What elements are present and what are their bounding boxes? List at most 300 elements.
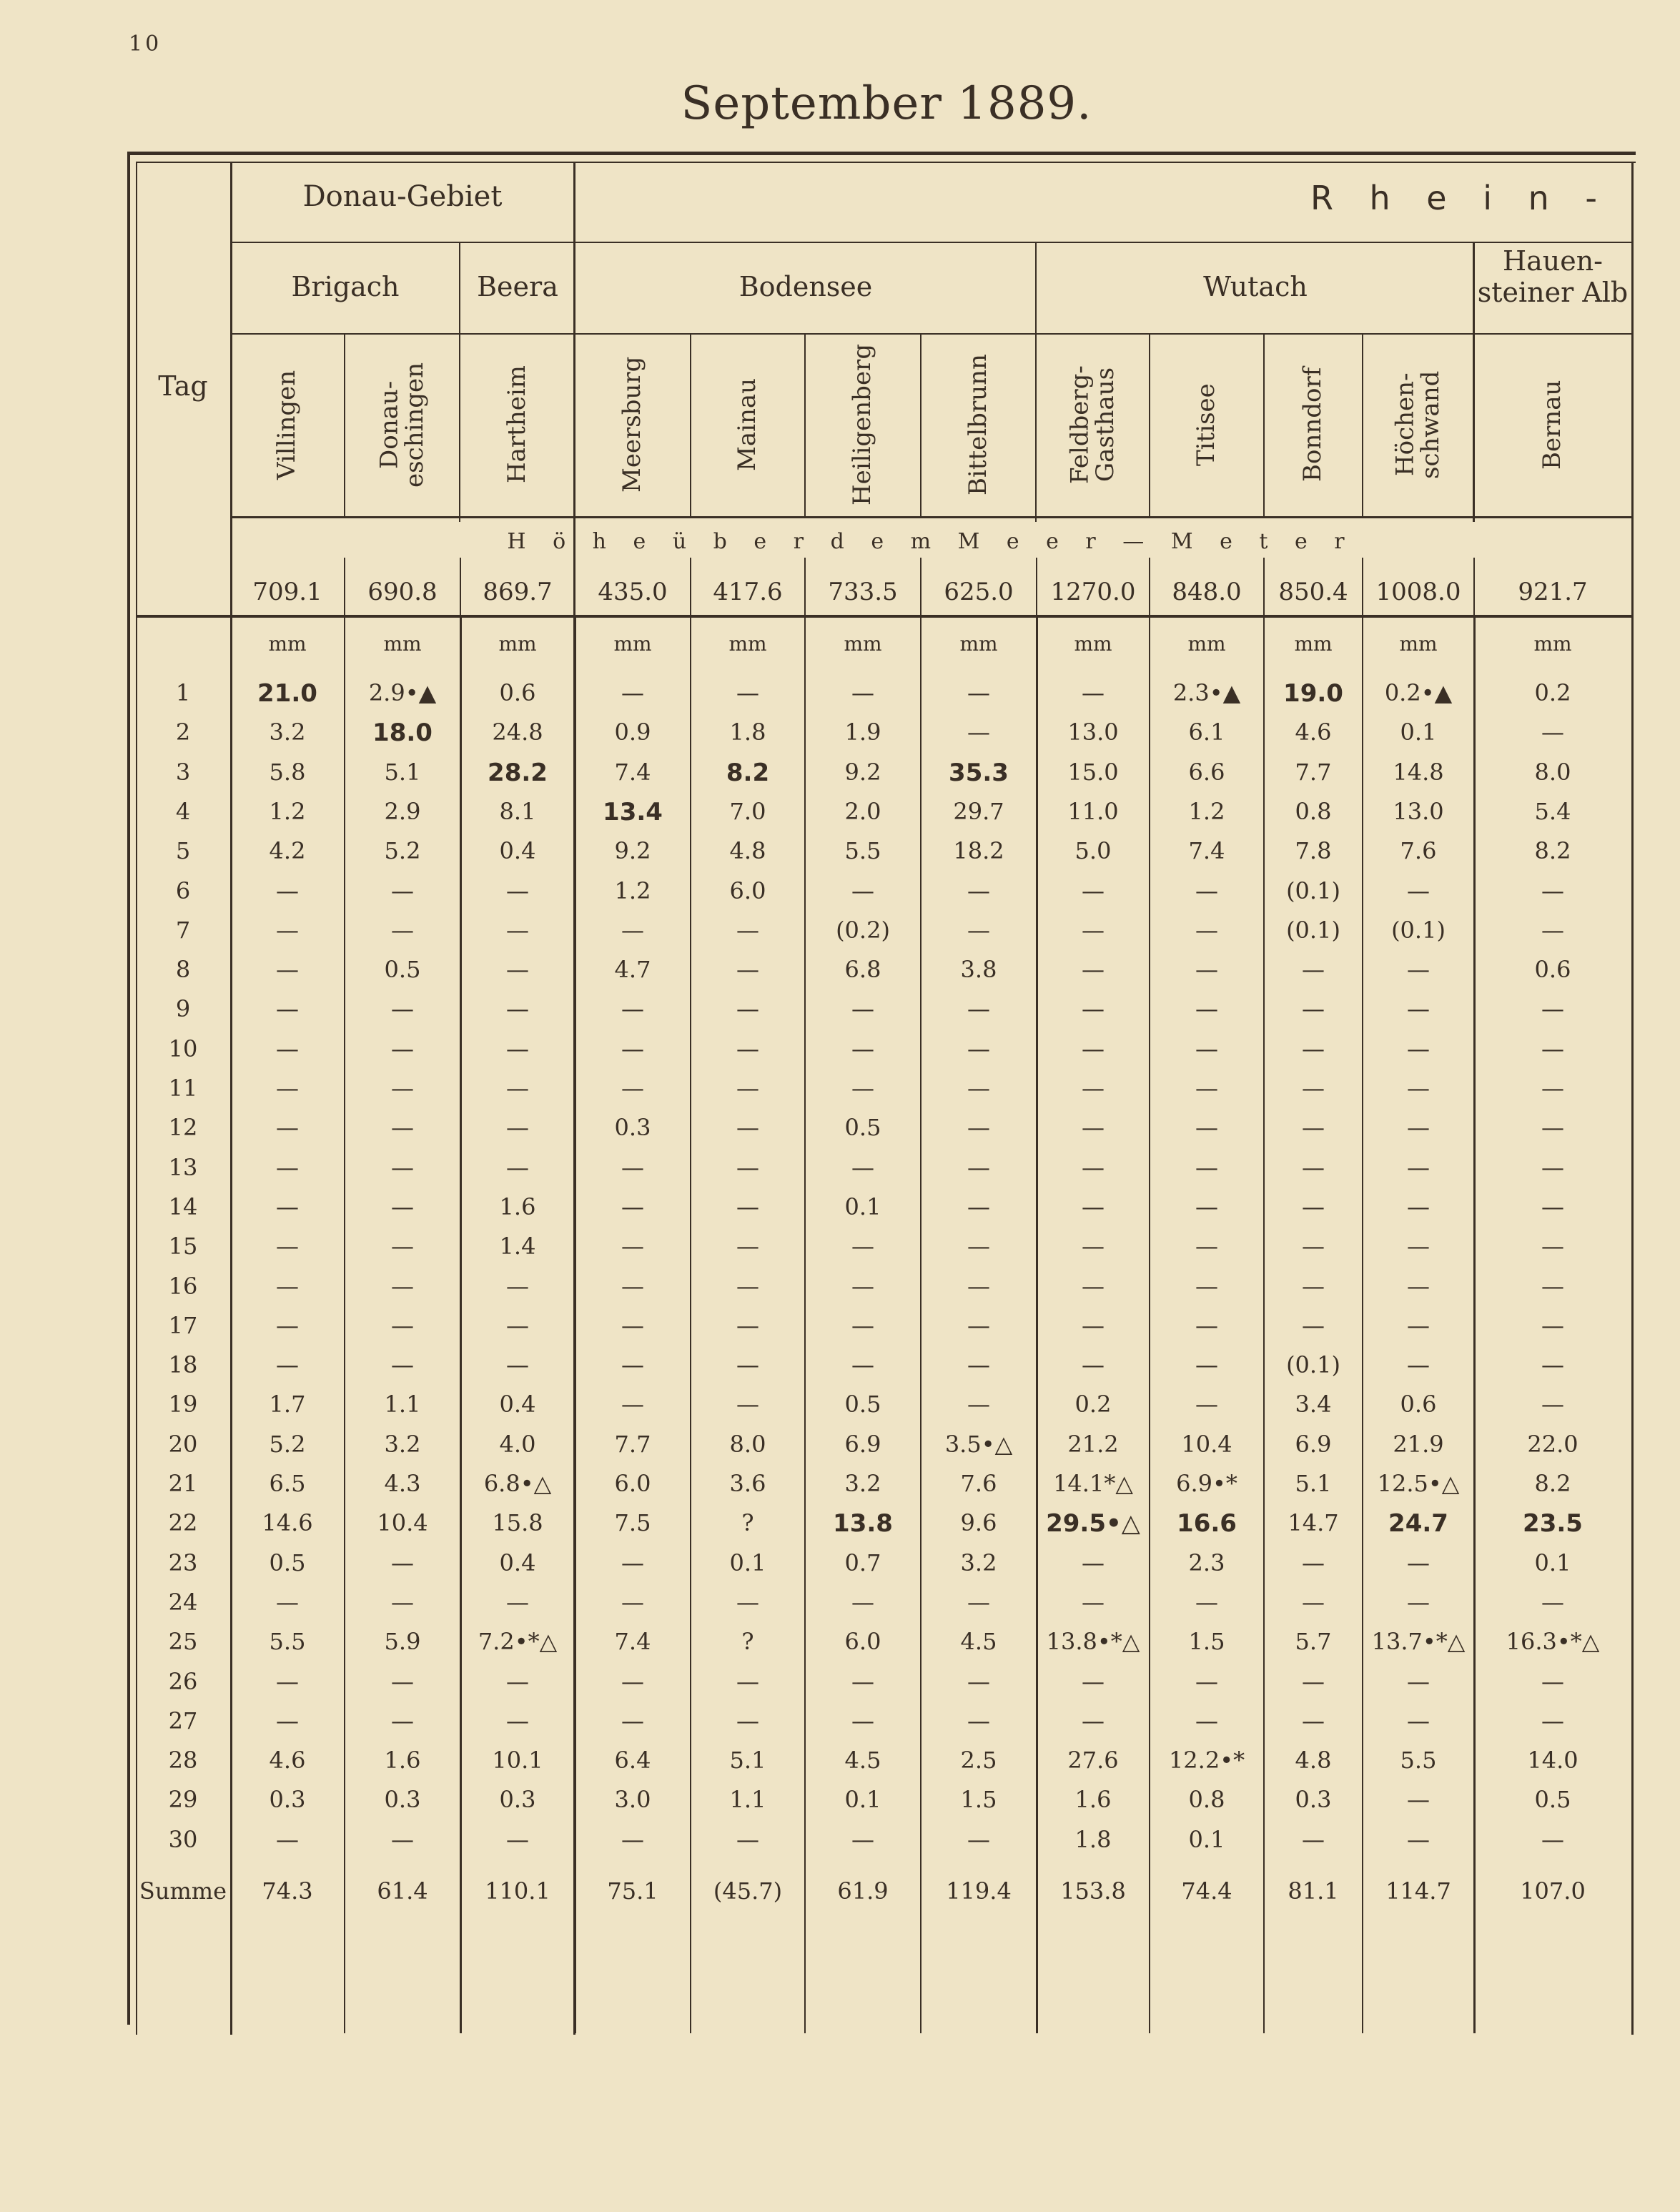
data-cell: — [1541,877,1564,904]
data-cell: — [621,1272,644,1300]
station-name-2: Hartheim [503,365,532,484]
data-cell: 16.6 [1177,1509,1237,1539]
data-cell: — [391,995,414,1023]
data-cell: — [736,1233,759,1260]
data-cell: — [391,1825,414,1853]
data-cell: — [621,1588,644,1616]
data-cell: 0.2•▲ [1384,679,1453,706]
data-cell: — [1195,1667,1218,1695]
data-cell: 7.8 [1295,837,1332,865]
unit-label-7: mm [1074,632,1112,656]
data-cell: 4.5 [960,1628,997,1656]
total-cell-10: 114.7 [1385,1877,1451,1905]
data-cell: 27.6 [1067,1747,1119,1774]
data-cell: 10.4 [1181,1430,1232,1458]
data-cell: 2.3•▲ [1172,679,1241,706]
data-cell: — [1082,1114,1105,1142]
data-cell: 0.4 [499,837,536,865]
day-label: 8 [175,956,191,984]
day-label: 25 [168,1628,198,1656]
station-name-0: Villingen [272,370,302,480]
data-cell: 7.6 [1400,837,1437,865]
data-cell: — [391,1311,414,1339]
day-label: 20 [168,1430,198,1458]
data-cell: 12.2•* [1168,1747,1245,1774]
day-label: 28 [168,1747,198,1774]
data-cell: — [736,1825,759,1853]
data-cell: — [967,1233,990,1260]
data-cell: 6.6 [1188,758,1225,786]
data-cell: — [736,1153,759,1181]
data-cell: — [1195,916,1218,944]
elevation-value-0: 709.1 [252,578,322,606]
data-cell: — [1407,1786,1430,1814]
data-cell: — [1195,1588,1218,1616]
data-cell: — [1195,1707,1218,1734]
station-name-5: Heiligenberg [848,343,877,506]
data-cell: — [851,1667,874,1695]
data-cell: 0.2 [1534,679,1571,706]
data-cell: — [1195,1035,1218,1062]
table-top-border [127,152,1636,155]
unit-label-4: mm [728,632,767,656]
unit-label-8: mm [1187,632,1226,656]
data-cell: — [276,1075,299,1102]
data-cell: — [276,1311,299,1339]
data-cell: — [506,1825,529,1853]
day-label: 27 [168,1707,198,1734]
data-cell: — [1541,1825,1564,1853]
data-cell: — [1195,1193,1218,1220]
data-cell: 3.2 [269,719,306,746]
data-cell: 0.5 [384,956,421,984]
group-label-4: Hauen- steiner Alb [1477,245,1629,308]
elevation-value-2: 869.7 [483,578,553,606]
data-cell: — [1407,1233,1430,1260]
data-cell: — [391,1075,414,1102]
data-cell: — [276,1114,299,1142]
data-cell: 7.2•*△ [478,1628,558,1656]
station-name-1: Donau- eschingen [375,362,429,488]
data-cell: — [967,679,990,706]
data-cell: — [621,1549,644,1576]
data-cell: — [276,1707,299,1734]
data-cell: — [1302,1825,1325,1853]
day-label: 15 [168,1233,198,1260]
data-cell: (0.2) [836,916,890,944]
data-cell: — [1541,1391,1564,1418]
data-cell: — [1541,916,1564,944]
data-cell: 1.6 [1074,1786,1112,1814]
day-label: 7 [175,916,191,944]
data-cell: 1.2 [1188,797,1225,825]
data-cell: 10.1 [492,1747,543,1774]
data-cell: 7.7 [614,1430,651,1458]
data-cell: 6.8 [844,956,881,984]
data-cell: — [506,1707,529,1734]
day-label: 9 [175,995,191,1023]
data-cell: — [736,1351,759,1379]
data-cell: 4.2 [269,837,306,865]
data-cell: 0.4 [499,1391,536,1418]
data-cell: — [621,1311,644,1339]
data-cell: — [1541,1707,1564,1734]
data-cell: — [621,916,644,944]
data-cell: — [967,1351,990,1379]
data-cell: 0.5 [844,1114,881,1142]
data-cell: 5.0 [1074,837,1112,865]
data-cell: — [391,1153,414,1181]
data-cell: — [1082,916,1105,944]
day-label: 3 [175,758,191,786]
data-cell: — [851,1707,874,1734]
data-cell: — [851,1233,874,1260]
data-cell: — [621,1825,644,1853]
data-cell: 0.6 [499,679,536,706]
data-cell: — [391,1549,414,1576]
data-cell: 14.7 [1288,1509,1339,1537]
data-cell: — [506,956,529,984]
data-cell: 2.5 [960,1747,997,1774]
data-cell: (0.1) [1286,1351,1340,1379]
data-cell: — [1082,1233,1105,1260]
data-cell: — [391,916,414,944]
data-cell: — [736,1588,759,1616]
total-cell-5: 61.9 [837,1877,889,1905]
day-label: 29 [168,1786,198,1814]
day-label: 30 [168,1825,198,1853]
data-cell: 6.0 [729,877,766,904]
data-cell: 1.1 [384,1391,421,1418]
unit-label-1: mm [383,632,422,656]
total-cell-6: 119.4 [946,1877,1012,1905]
data-cell: — [1195,877,1218,904]
data-cell: 0.2 [1074,1391,1112,1418]
data-cell: — [621,1233,644,1260]
data-cell: — [1082,1351,1105,1379]
data-cell: 9.2 [844,758,881,786]
data-cell: 0.3 [269,1786,306,1814]
data-cell: — [1302,995,1325,1023]
data-cell: — [1082,1075,1105,1102]
data-cell: — [967,1825,990,1853]
total-cell-4: (45.7) [713,1877,783,1905]
day-label: 23 [168,1549,198,1576]
data-cell: — [391,1114,414,1142]
data-cell: — [621,1707,644,1734]
data-cell: — [276,1035,299,1062]
unit-label-10: mm [1399,632,1438,656]
data-cell: 6.9•* [1176,1470,1237,1497]
data-cell: 3.4 [1295,1391,1332,1418]
data-cell: 4.8 [1295,1747,1332,1774]
data-cell: 6.4 [614,1747,651,1774]
data-cell: — [1541,1153,1564,1181]
data-cell: 1.9 [844,719,881,746]
data-cell: — [851,1075,874,1102]
data-cell: — [1302,1233,1325,1260]
data-cell: — [506,1153,529,1181]
day-label: 24 [168,1588,198,1616]
unit-label-11: mm [1533,632,1572,656]
data-cell: 6.5 [269,1470,306,1497]
data-cell: 29.5•△ [1046,1509,1140,1539]
data-cell: — [1541,1588,1564,1616]
data-cell: 7.4 [614,758,651,786]
data-cell: 0.1 [844,1786,881,1814]
data-cell: 5.1 [729,1747,766,1774]
data-cell: — [1195,1391,1218,1418]
data-cell: — [1082,679,1105,706]
data-cell: 7.6 [960,1470,997,1497]
data-cell: — [1302,1667,1325,1695]
data-cell: 24.7 [1388,1509,1448,1539]
data-cell: 4.6 [1295,719,1332,746]
data-cell: 2.3 [1188,1549,1225,1576]
data-cell: 21.0 [257,679,317,708]
data-cell: — [621,1075,644,1102]
data-cell: — [736,1707,759,1734]
data-cell: — [967,1114,990,1142]
data-cell: — [1407,1035,1430,1062]
data-cell: 5.5 [1400,1747,1437,1774]
data-cell: 21.2 [1067,1430,1119,1458]
data-cell: — [1195,1311,1218,1339]
data-cell: — [276,1272,299,1300]
data-cell: — [621,995,644,1023]
elevation-value-3: 435.0 [598,578,668,606]
data-cell: 1.8 [729,719,766,746]
data-cell: — [391,1193,414,1220]
data-cell: — [851,995,874,1023]
data-cell: 0.5 [844,1391,881,1418]
data-cell: — [736,1667,759,1695]
elevation-value-5: 733.5 [828,578,898,606]
data-cell: — [1541,1193,1564,1220]
data-cell: 18.2 [953,837,1004,865]
data-cell: — [1195,995,1218,1023]
day-label: 14 [168,1193,198,1220]
data-cell: — [1407,1272,1430,1300]
data-cell: — [1082,1035,1105,1062]
data-cell: — [1082,877,1105,904]
data-cell: 19.0 [1283,679,1343,708]
data-cell: — [1082,1707,1105,1734]
total-cell-8: 74.4 [1181,1877,1232,1905]
data-cell: — [621,1035,644,1062]
data-cell: 15.8 [492,1509,543,1537]
data-cell: — [506,1667,529,1695]
data-cell: 6.8•△ [483,1470,552,1497]
data-cell: — [621,1351,644,1379]
data-cell: — [1302,1549,1325,1576]
data-cell: 5.4 [1534,797,1571,825]
data-cell: — [276,1193,299,1220]
data-cell: — [1082,1153,1105,1181]
day-label: 13 [168,1153,198,1181]
data-cell: — [621,1153,644,1181]
data-cell: — [967,1075,990,1102]
data-cell: 7.4 [1188,837,1225,865]
data-cell: — [1407,1114,1430,1142]
data-cell: 5.7 [1295,1628,1332,1656]
day-label: 17 [168,1311,198,1339]
data-cell: 0.3 [614,1114,651,1142]
day-label: 10 [168,1035,198,1062]
data-cell: 1.5 [1188,1628,1225,1656]
station-name-4: Mainau [733,377,762,472]
data-cell: — [276,1351,299,1379]
data-cell: — [736,956,759,984]
data-cell: — [967,1707,990,1734]
data-cell: 8.2 [726,758,770,787]
data-cell: — [1407,1351,1430,1379]
data-cell: 1.6 [384,1747,421,1774]
data-cell: 8.1 [499,797,536,825]
data-cell: — [736,995,759,1023]
data-cell: (0.1) [1286,877,1340,904]
data-cell: 13.7•*△ [1371,1628,1466,1656]
data-cell: 0.8 [1188,1786,1225,1814]
data-cell: — [736,1311,759,1339]
data-cell: 3.2 [960,1549,997,1576]
day-label: 22 [168,1509,198,1537]
data-cell: 14.8 [1393,758,1444,786]
data-cell: — [967,995,990,1023]
data-cell: — [1302,1272,1325,1300]
data-cell: — [967,719,990,746]
data-cell: — [276,1667,299,1695]
data-cell: — [1541,1311,1564,1339]
day-label: 1 [175,679,191,706]
data-cell: — [621,1193,644,1220]
data-cell: — [276,995,299,1023]
data-cell: — [1302,1114,1325,1142]
data-cell: — [276,956,299,984]
data-cell: — [851,877,874,904]
data-cell: (0.1) [1286,916,1340,944]
elevation-caption: H ö h e ü b e r d e m M e e r — M e t e r [507,529,1355,554]
data-cell: 6.0 [844,1628,881,1656]
day-label: 21 [168,1470,198,1497]
day-label: 12 [168,1114,198,1142]
data-cell: — [1541,1114,1564,1142]
table-top-inner [136,162,1636,163]
data-cell: — [1407,1667,1430,1695]
data-cell: — [1541,1667,1564,1695]
data-cell: — [736,1075,759,1102]
data-cell: — [851,1588,874,1616]
group-label-2: Bodensee [738,271,873,302]
data-cell: — [1407,1311,1430,1339]
data-cell: 0.7 [844,1549,881,1576]
day-label: 11 [168,1075,198,1102]
total-cell-11: 107.0 [1520,1877,1586,1905]
data-cell: — [1195,1272,1218,1300]
data-cell: — [1302,1311,1325,1339]
data-cell: — [276,1825,299,1853]
unit-label-6: mm [959,632,998,656]
data-cell: — [1407,995,1430,1023]
data-cell: 0.3 [499,1786,536,1814]
data-cell: 18.0 [372,719,433,748]
data-cell: — [736,1391,759,1418]
data-cell: 0.3 [384,1786,421,1814]
data-cell: 3.2 [844,1470,881,1497]
data-cell: — [506,916,529,944]
data-cell: — [1302,956,1325,984]
data-cell: 2.9•▲ [368,679,437,706]
data-cell: 3.8 [960,956,997,984]
data-cell: — [1195,1233,1218,1260]
data-cell: — [276,1233,299,1260]
data-cell: 21.9 [1393,1430,1444,1458]
data-cell: 13.4 [603,797,663,826]
data-cell: 4.7 [614,956,651,984]
data-cell: 0.6 [1400,1391,1437,1418]
data-cell: 10.4 [377,1509,428,1537]
data-cell: — [1541,1035,1564,1062]
data-cell: 9.2 [614,837,651,865]
data-cell: 3.5•△ [944,1430,1013,1458]
data-cell: — [851,1153,874,1181]
data-cell: 3.6 [729,1470,766,1497]
data-cell: 8.0 [729,1430,766,1458]
data-cell: 0.1 [844,1193,881,1220]
data-cell: 0.3 [1295,1786,1332,1814]
unit-label-3: mm [613,632,652,656]
data-cell: — [276,877,299,904]
data-cell: — [1082,1549,1105,1576]
table-left-border [127,152,130,2025]
data-cell: — [391,877,414,904]
data-cell: — [506,1272,529,1300]
data-cell: 11.0 [1067,797,1119,825]
elevation-value-7: 1270.0 [1050,578,1136,606]
data-cell: 5.5 [844,837,881,865]
data-cell: — [621,1391,644,1418]
data-cell: 0.1 [1534,1549,1571,1576]
elevation-value-8: 848.0 [1172,578,1242,606]
day-label: 18 [168,1351,198,1379]
data-cell: — [736,916,759,944]
data-cell: — [1541,1351,1564,1379]
data-cell: 12.5•△ [1377,1470,1460,1497]
data-cell: 8.2 [1534,837,1571,865]
data-cell: 8.0 [1534,758,1571,786]
day-label: 26 [168,1667,198,1695]
data-cell: — [506,1311,529,1339]
page-title: September 1889. [681,77,1092,130]
data-cell: 9.6 [960,1509,997,1537]
data-cell: 8.2 [1534,1470,1571,1497]
data-cell: — [1407,1075,1430,1102]
data-cell: 13.8 [833,1509,893,1539]
data-cell: 4.3 [384,1470,421,1497]
data-cell: — [1541,719,1564,746]
data-cell: — [1407,1588,1430,1616]
total-cell-3: 75.1 [607,1877,658,1905]
data-cell: 13.0 [1067,719,1119,746]
data-cell: — [1195,1153,1218,1181]
data-cell: — [391,1707,414,1734]
data-cell: 0.1 [729,1549,766,1576]
data-cell: 1.2 [614,877,651,904]
data-cell: 5.2 [269,1430,306,1458]
data-cell: — [391,1233,414,1260]
data-cell: 1.8 [1074,1825,1112,1853]
data-cell: — [506,1588,529,1616]
